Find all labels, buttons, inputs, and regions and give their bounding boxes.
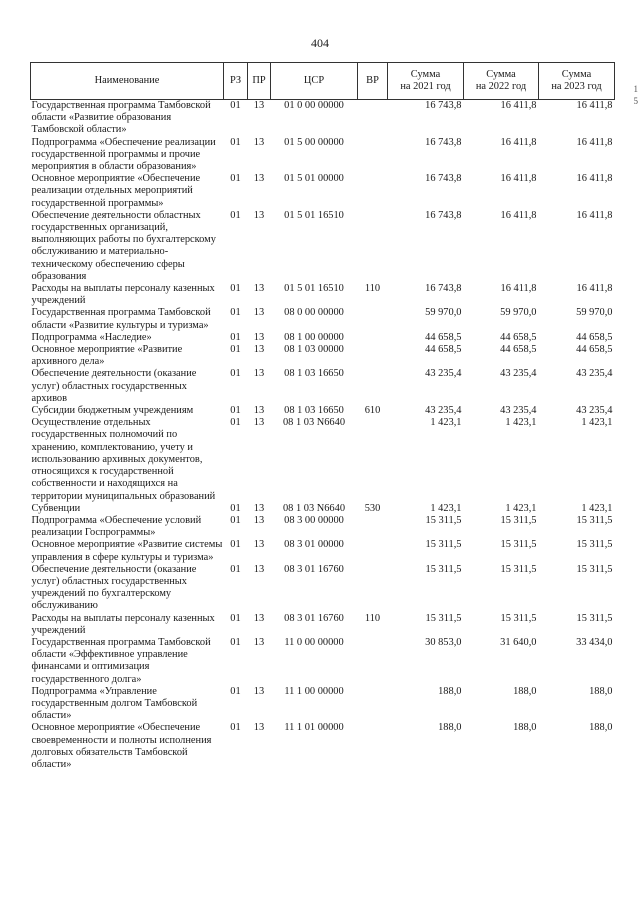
table-row <box>31 686 615 723</box>
cell-sum-2021: 15 311,5 <box>425 514 462 526</box>
cell-name: Государственная программа Тамбовской области «Развитие культуры и туризма» <box>31 307 211 331</box>
header-sum-2021: Сумма на 2021 год <box>388 63 464 100</box>
cell-sum-2021: 16 743,8 <box>425 283 462 295</box>
cell-sum-2021: 59 970,0 <box>425 307 462 319</box>
table-row <box>31 417 615 502</box>
budget-table <box>30 62 615 771</box>
cell-csr: 01 5 01 16510 <box>284 209 344 221</box>
cell-vr <box>358 368 388 405</box>
table-row <box>31 539 615 563</box>
cell-vr <box>358 686 388 723</box>
cell-vr <box>358 564 388 613</box>
cell-sum-2022: 43 235,4 <box>500 405 537 417</box>
table-row <box>31 503 615 515</box>
cell-sum-2023: 16 411,8 <box>576 283 613 295</box>
cell-pr: 13 <box>253 368 265 380</box>
cell-sum-2022: 188,0 <box>513 722 537 734</box>
cell-sum-2021: 188,0 <box>438 685 462 697</box>
cell-sum-2023: 44 658,5 <box>576 331 613 343</box>
cell-sum-2022: 15 311,5 <box>500 514 537 526</box>
cell-vr <box>358 722 388 771</box>
cell-sum-2022: 16 411,8 <box>500 209 537 221</box>
cell-sum-2023: 16 411,8 <box>576 209 613 221</box>
cell-sum-2022: 15 311,5 <box>500 563 537 575</box>
cell-pr: 13 <box>253 100 265 111</box>
cell-sum-2022: 16 411,8 <box>500 100 537 111</box>
cell-name: Расходы на выплаты персоналу казенных учреждений <box>31 283 215 307</box>
table-row <box>31 722 615 771</box>
cell-rz: 01 <box>230 612 241 624</box>
cell-name: Расходы на выплаты персоналу казенных учреждений <box>31 612 215 636</box>
cell-rz: 01 <box>230 563 241 575</box>
cell-sum-2023: 43 235,4 <box>576 368 613 380</box>
cell-sum-2022: 188,0 <box>513 685 537 697</box>
cell-csr: 01 5 00 00000 <box>284 136 344 148</box>
cell-csr: 08 1 03 16650 <box>284 405 344 417</box>
cell-vr <box>358 539 388 563</box>
cell-csr: 11 1 00 00000 <box>284 685 344 697</box>
cell-pr: 13 <box>253 514 265 526</box>
cell-sum-2021: 43 235,4 <box>425 368 462 380</box>
cell-sum-2023: 15 311,5 <box>576 539 613 551</box>
cell-sum-2023: 15 311,5 <box>576 514 613 526</box>
cell-rz: 01 <box>230 307 241 319</box>
cell-sum-2023: 44 658,5 <box>576 344 613 356</box>
cell-name: Осуществление отдельных государственных полномочий по хранению, комплектованию, учету и использованию архивных документов, относящихся к государственной собственности и находящихся на территории муниципальных образований <box>31 417 216 502</box>
cell-sum-2022: 44 658,5 <box>500 331 537 343</box>
cell-vr: 530 <box>364 502 381 514</box>
cell-sum-2022: 1 423,1 <box>505 502 537 514</box>
cell-vr <box>358 332 388 344</box>
table-row <box>31 210 615 283</box>
cell-sum-2023: 59 970,0 <box>576 307 613 319</box>
cell-pr: 13 <box>253 612 265 624</box>
cell-sum-2022: 16 411,8 <box>500 173 537 185</box>
cell-sum-2022: 59 970,0 <box>500 307 537 319</box>
cell-sum-2023: 188,0 <box>589 685 613 697</box>
cell-vr: 110 <box>364 612 381 624</box>
cell-sum-2022: 16 411,8 <box>500 136 537 148</box>
cell-vr <box>358 137 388 174</box>
cell-sum-2023: 43 235,4 <box>576 405 613 417</box>
cell-pr: 13 <box>253 331 265 343</box>
header-name: Наименование <box>31 63 224 100</box>
cell-name: Субвенции <box>31 502 81 514</box>
cell-name: Подпрограмма «Управление государственным долгом Тамбовской области» <box>31 685 198 722</box>
cell-rz: 01 <box>230 344 241 356</box>
table-row <box>31 332 615 344</box>
cell-rz: 01 <box>230 417 241 429</box>
table-row <box>31 515 615 539</box>
cell-name: Подпрограмма «Обеспечение реализации государственной программы и прочие мероприятия в области образования» <box>31 136 216 173</box>
edge-mark: 1 <box>633 84 638 94</box>
cell-name: Основное мероприятие «Обеспечение реализации отдельных мероприятий государственной программы» <box>31 173 201 209</box>
cell-csr: 01 5 01 16510 <box>284 283 344 295</box>
cell-pr: 13 <box>253 173 265 185</box>
cell-rz: 01 <box>230 685 241 697</box>
table-header-row <box>31 63 615 100</box>
cell-vr: 110 <box>364 283 381 295</box>
cell-rz: 01 <box>230 100 241 111</box>
cell-sum-2023: 16 411,8 <box>576 173 613 185</box>
table-row <box>31 137 615 174</box>
cell-sum-2022: 31 640,0 <box>500 636 537 648</box>
cell-sum-2022: 15 311,5 <box>500 612 537 624</box>
cell-rz: 01 <box>230 539 241 551</box>
cell-sum-2023: 15 311,5 <box>576 612 613 624</box>
edge-mark: 5 <box>633 96 638 106</box>
cell-rz: 01 <box>230 722 241 734</box>
cell-sum-2021: 44 658,5 <box>425 344 462 356</box>
table-row <box>31 613 615 637</box>
cell-pr: 13 <box>253 136 265 148</box>
cell-name: Основное мероприятие «Развитие системы управления в сфере культуры и туризма» <box>31 539 223 563</box>
table-body <box>31 100 615 772</box>
cell-pr: 13 <box>253 502 265 514</box>
cell-name: Основное мероприятие «Развитие архивного дела» <box>31 344 183 368</box>
cell-pr: 13 <box>253 209 265 221</box>
cell-sum-2023: 33 434,0 <box>576 636 613 648</box>
cell-pr: 13 <box>253 539 265 551</box>
cell-vr <box>358 100 388 137</box>
cell-pr: 13 <box>253 722 265 734</box>
cell-pr: 13 <box>253 685 265 697</box>
cell-sum-2021: 44 658,5 <box>425 331 462 343</box>
table-row <box>31 405 615 417</box>
cell-sum-2022: 1 423,1 <box>505 417 537 429</box>
cell-pr: 13 <box>253 563 265 575</box>
cell-sum-2021: 188,0 <box>438 722 462 734</box>
cell-csr: 08 1 00 00000 <box>284 331 344 343</box>
header-rz: РЗ <box>224 63 248 100</box>
cell-csr: 08 3 01 16760 <box>284 563 344 575</box>
table-row <box>31 283 615 307</box>
cell-name: Государственная программа Тамбовской области «Эффективное управление финансами и оптимизация государственного долга» <box>31 636 211 685</box>
cell-rz: 01 <box>230 368 241 380</box>
cell-rz: 01 <box>230 331 241 343</box>
cell-vr <box>358 637 388 686</box>
header-csr: ЦСР <box>271 63 358 100</box>
cell-csr: 11 1 01 00000 <box>284 722 344 734</box>
table-row <box>31 100 615 137</box>
cell-sum-2021: 15 311,5 <box>425 612 462 624</box>
cell-pr: 13 <box>253 307 265 319</box>
header-sum-2022: Сумма на 2022 год <box>464 63 539 100</box>
cell-csr: 08 0 00 00000 <box>284 307 344 319</box>
table-row <box>31 307 615 331</box>
cell-csr: 08 1 03 N6640 <box>282 417 346 429</box>
cell-csr: 08 1 03 00000 <box>284 344 344 356</box>
cell-sum-2021: 15 311,5 <box>425 563 462 575</box>
cell-sum-2023: 16 411,8 <box>576 100 613 111</box>
cell-sum-2021: 30 853,0 <box>425 636 462 648</box>
cell-vr <box>358 417 388 502</box>
cell-sum-2021: 1 423,1 <box>430 502 462 514</box>
cell-rz: 01 <box>230 502 241 514</box>
cell-sum-2021: 16 743,8 <box>425 100 462 111</box>
cell-vr <box>358 344 388 368</box>
cell-rz: 01 <box>230 283 241 295</box>
cell-rz: 01 <box>230 136 241 148</box>
cell-vr <box>358 173 388 210</box>
cell-pr: 13 <box>253 283 265 295</box>
cell-name: Государственная программа Тамбовской области «Развитие образования Тамбовской области» <box>31 100 211 136</box>
cell-sum-2023: 1 423,1 <box>581 502 613 514</box>
cell-csr: 08 1 03 16650 <box>284 368 344 380</box>
cell-rz: 01 <box>230 514 241 526</box>
table-row <box>31 368 615 405</box>
header-vr: ВР <box>358 63 388 100</box>
cell-sum-2021: 43 235,4 <box>425 405 462 417</box>
cell-sum-2023: 16 411,8 <box>576 136 613 148</box>
cell-sum-2023: 1 423,1 <box>581 417 613 429</box>
cell-rz: 01 <box>230 173 241 185</box>
cell-name: Обеспечение деятельности (оказание услуг) областных государственных архивов <box>31 368 197 404</box>
cell-csr: 08 3 01 16760 <box>284 612 344 624</box>
cell-vr <box>358 307 388 331</box>
cell-rz: 01 <box>230 209 241 221</box>
cell-sum-2022: 43 235,4 <box>500 368 537 380</box>
cell-csr: 11 0 00 00000 <box>284 636 344 648</box>
table-row <box>31 564 615 613</box>
cell-vr <box>358 210 388 283</box>
header-pr: ПР <box>248 63 271 100</box>
cell-csr: 01 5 01 00000 <box>284 173 344 185</box>
cell-pr: 13 <box>253 636 265 648</box>
cell-csr: 08 1 03 N6640 <box>282 502 346 514</box>
cell-csr: 01 0 00 00000 <box>284 100 344 111</box>
table-row <box>31 173 615 210</box>
cell-rz: 01 <box>230 636 241 648</box>
cell-sum-2021: 16 743,8 <box>425 209 462 221</box>
cell-rz: 01 <box>230 405 241 417</box>
cell-sum-2022: 44 658,5 <box>500 344 537 356</box>
cell-name: Подпрограмма «Наследие» <box>31 331 152 343</box>
cell-vr <box>358 515 388 539</box>
table-row <box>31 637 615 686</box>
cell-sum-2021: 1 423,1 <box>430 417 462 429</box>
cell-sum-2023: 15 311,5 <box>576 563 613 575</box>
cell-vr: 610 <box>364 405 381 417</box>
cell-sum-2021: 16 743,8 <box>425 136 462 148</box>
cell-pr: 13 <box>253 405 265 417</box>
cell-name: Субсидии бюджетным учреждениям <box>31 405 194 417</box>
cell-sum-2021: 16 743,8 <box>425 173 462 185</box>
cell-csr: 08 3 00 00000 <box>284 514 344 526</box>
cell-sum-2021: 15 311,5 <box>425 539 462 551</box>
cell-sum-2022: 15 311,5 <box>500 539 537 551</box>
page-number: 404 <box>311 36 329 50</box>
cell-name: Основное мероприятие «Обеспечение своевременности и полноты исполнения долговых обязательств Тамбовской области» <box>31 722 212 770</box>
cell-sum-2023: 188,0 <box>589 722 613 734</box>
table-row <box>31 344 615 368</box>
cell-sum-2022: 16 411,8 <box>500 283 537 295</box>
cell-name: Обеспечение деятельности областных государственных организаций, выполняющих работы по бухгалтерскому обслуживанию и материально-техническому обеспечению сферы образования <box>31 209 216 282</box>
cell-name: Подпрограмма «Обеспечение условий реализации Госпрограммы» <box>31 514 202 539</box>
cell-csr: 08 3 01 00000 <box>284 539 344 551</box>
cell-pr: 13 <box>253 417 265 429</box>
cell-pr: 13 <box>253 344 265 356</box>
cell-name: Обеспечение деятельности (оказание услуг) областных государственных учреждений по бухгалтерскому обслуживанию <box>31 563 197 612</box>
header-sum-2023: Сумма на 2023 год <box>539 63 615 100</box>
